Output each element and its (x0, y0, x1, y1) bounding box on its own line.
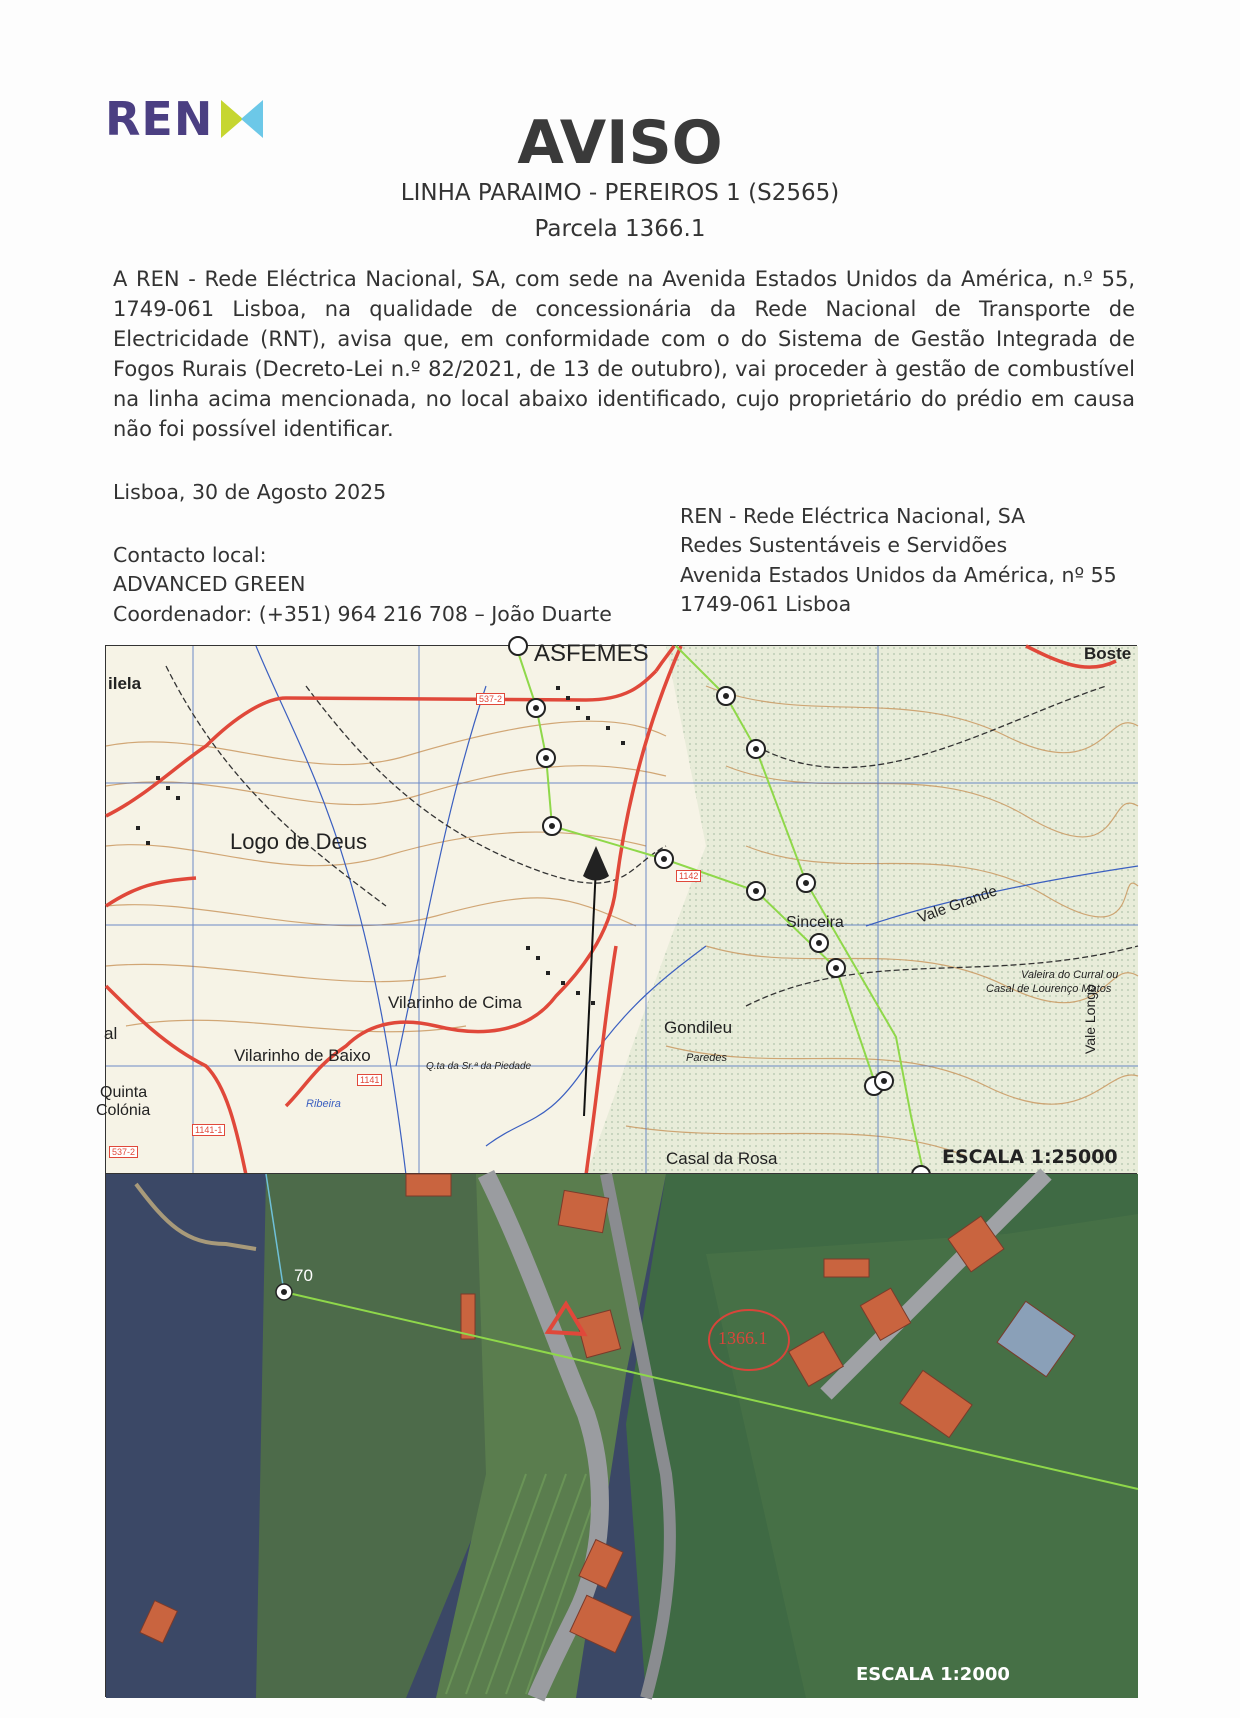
place-label: Sinceira (786, 914, 844, 931)
place-label: Ribeira (306, 1098, 341, 1110)
logo-text: REN (105, 92, 214, 146)
page-title: AVISO (517, 108, 723, 178)
satellite-graphics (106, 1174, 1138, 1698)
place-label: Quinta (100, 1084, 148, 1101)
road-code: 1141-1 (192, 1124, 225, 1136)
place-label: Vilarinho de Baixo (234, 1046, 371, 1065)
place-label: ASFEMES (534, 640, 649, 667)
place-label: Boste (1084, 644, 1132, 663)
place-label: Valeira do Curral ou (1021, 969, 1119, 981)
notice-date: Lisboa, 30 de Agosto 2025 (113, 480, 387, 504)
place-label: Gondileu (664, 1018, 733, 1037)
map-scale: ESCALA 1:25000 (942, 1146, 1118, 1168)
address-line-3: Avenida Estados Unidos da América, nº 55 (680, 563, 1117, 587)
road-code: 1141 (357, 1074, 382, 1086)
topographic-map (96, 640, 1137, 1174)
place-label: ilela (108, 674, 142, 693)
parcel-label: 1366.1 (718, 1328, 768, 1348)
line-name: LINHA PARAIMO - PEREIROS 1 (S2565) (400, 180, 840, 206)
address-line-2: Redes Sustentáveis e Servidões (680, 533, 1008, 557)
satellite-map (105, 1173, 1137, 1697)
contact-label: Contacto local: (113, 543, 267, 567)
pylon-label: 70 (294, 1266, 313, 1285)
contact-coordinator: Coordenador: (+351) 964 216 708 – João Duarte (113, 602, 612, 626)
place-label: Casal da Rosa (666, 1149, 778, 1168)
topo-map-graphics (106, 646, 1138, 1175)
address-line-4: 1749-061 Lisboa (680, 592, 852, 616)
road-code: 1142 (676, 870, 701, 882)
place-label: Casal de Lourenço Matos (986, 983, 1112, 995)
place-label: Logo de Deus (230, 829, 367, 854)
place-label: al (104, 1024, 118, 1043)
road-code: 537-2 (109, 1146, 138, 1158)
contact-company: ADVANCED GREEN (113, 572, 306, 596)
road-code: 537-2 (476, 693, 505, 705)
location-arrow-icon (583, 846, 609, 881)
place-label: Paredes (686, 1052, 727, 1064)
parcel-id: Parcela 1366.1 (534, 216, 706, 242)
place-label: Vilarinho de Cima (388, 993, 522, 1012)
place-label: Vale Longo (1082, 984, 1098, 1054)
satellite-scale: ESCALA 1:2000 (856, 1664, 1010, 1685)
place-label: Q.ta da Sr.ª da Piedade (426, 1061, 532, 1072)
notice-paragraph: A REN - Rede Eléctrica Nacional, SA, com sede na Avenida Estados Unidos da América, n.º 55, 1749-061 Lisboa, na qualidade de concessionária da Rede Nacional de Transporte de Electricidade (RNT), avisa que, em conformidade com o do Sistema de Gestão Integrada de Fogos Rurais (Decreto-Lei n.º 82/2021, de 13 de outubro), vai proceder à gestão de combustível na linha acima mencionada, no local abaixo identificado, cujo proprietário do prédio em causa não foi possível identificar. (113, 267, 1135, 441)
place-label: Colónia (96, 1102, 151, 1119)
place-label: Vale Grande (915, 882, 1000, 927)
address-line-1: REN - Rede Eléctrica Nacional, SA (680, 504, 1026, 528)
